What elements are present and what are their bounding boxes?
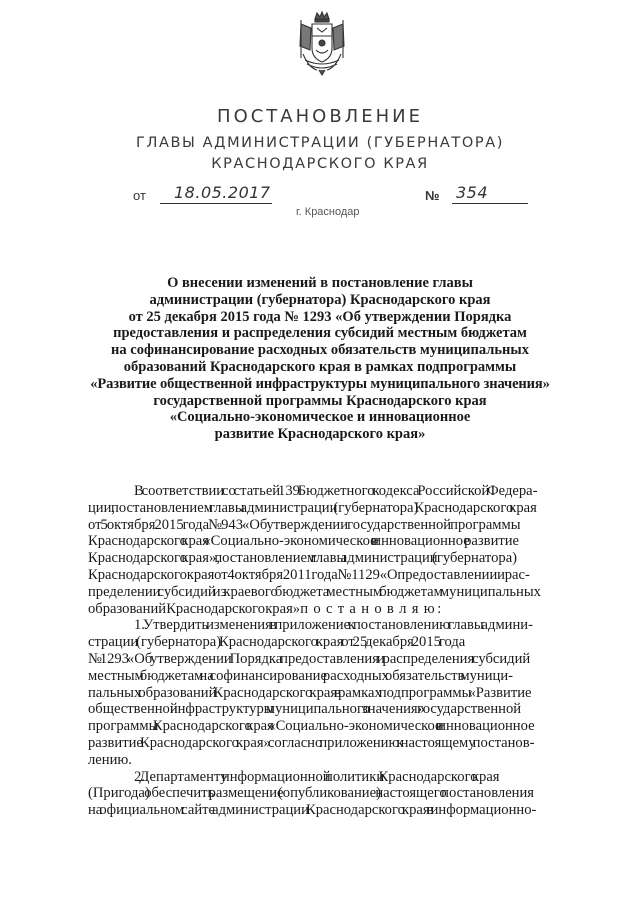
body-line: В соответствии со статьей 139 Бюджетного кодекса Российской Федера- xyxy=(134,483,538,499)
body-line: лению. xyxy=(88,751,132,768)
document-body xyxy=(88,483,601,819)
body-line: страции (губернатора) Краснодарского края от 25 декабря 2015 года xyxy=(88,634,466,651)
body-line: № 1293 «Об утверждении Порядка предоставления и распределения субсидий xyxy=(88,650,531,667)
document-title xyxy=(90,275,550,443)
city-name: г. Краснодар xyxy=(296,206,360,218)
number-field xyxy=(452,185,528,204)
title-line: от 25 декабря 2015 года № 1293 «Об утверждении Порядка xyxy=(128,308,512,325)
body-line: местным бюджетам на софинансирование расходных обязательств муници- xyxy=(88,667,514,684)
body-line: 2. Департаменту информационной политики Краснодарского края xyxy=(134,768,500,785)
body-line: на официальном сайте администрации Краснодарского края в информационно- xyxy=(88,802,537,819)
body-line-resolve xyxy=(42,601,601,618)
body-line: развитие Краснодарского края» согласно приложению к настоящему постанов- xyxy=(88,734,535,751)
body-line: ции, постановлением главы администрации (губернатора) Краснодарского края xyxy=(88,499,537,516)
body-line: от 5 октября 2015 года № 943 «Об утверждении государственной программы xyxy=(88,516,521,533)
title-line: О внесении изменений в постановление главы xyxy=(167,275,473,291)
title-line: развитие Краснодарского края» xyxy=(214,426,426,443)
item-2-paragraph xyxy=(88,769,601,819)
body-line: общественной инфраструктуры муниципального значения» государственной xyxy=(88,701,522,718)
title-line: образований Краснодарского края в рамках подпрограммы xyxy=(123,358,517,375)
date-label: от xyxy=(133,188,146,203)
issuer-line-1: ГЛАВЫ АДМИНИСТРАЦИИ (ГУБЕРНАТОРА) xyxy=(136,135,504,151)
title-line: «Развитие общественной инфраструктуры муниципального значения» xyxy=(90,375,550,392)
number-value: 354 xyxy=(456,183,489,202)
title-line: администрации (губернатора) Краснодарского края xyxy=(149,291,491,308)
title-line: предоставления и распределения субсидий местным бюджетам xyxy=(113,325,527,342)
title-line: «Социально-экономическое и инновационное xyxy=(169,409,471,426)
issuer-line-2: КРАСНОДАРСКОГО КРАЯ xyxy=(211,156,429,172)
body-line: Краснодарского края «Социально-экономическое и инновационное развитие xyxy=(88,533,520,550)
resolve-word: п о с т а н о в л я ю xyxy=(300,600,438,617)
title-line: на софинансирование расходных обязательств муниципальных xyxy=(111,342,529,359)
body-line: пределении субсидий из краевого бюджета местным бюджетам муниципальных xyxy=(88,583,541,600)
resolve-line-end: : xyxy=(437,600,442,617)
body-line: (Пригода) обеспечить размещение (опубликование) настоящего постановления xyxy=(88,785,535,802)
document-type: ПОСТАНОВЛЕНИЕ xyxy=(217,106,423,127)
body-line: программы Краснодарского края «Социально-экономическое и инновационное xyxy=(88,718,535,735)
date-value: 18.05.2017 xyxy=(174,183,271,202)
title-line: государственной программы Краснодарского края xyxy=(153,392,487,409)
body-line: пальных образований Краснодарского края в рамках подпрограммы «Развитие xyxy=(88,684,532,701)
body-line: Краснодарского края», постановлением главы администрации (губернатора) xyxy=(88,550,518,567)
krasnodar-coat-of-arms-icon xyxy=(295,10,349,76)
preamble-paragraph xyxy=(88,483,601,617)
number-label: № xyxy=(425,188,440,203)
body-line: 1. Утвердить изменения в приложение к постановлению главы админи- xyxy=(134,617,533,634)
resolve-line-start: образований Краснодарского края» xyxy=(88,600,301,617)
item-1-paragraph xyxy=(88,617,601,768)
date-field xyxy=(160,185,272,204)
body-line: Краснодарского края от 4 октября 2011 года № 1129 «О предоставлении и рас- xyxy=(88,566,530,583)
